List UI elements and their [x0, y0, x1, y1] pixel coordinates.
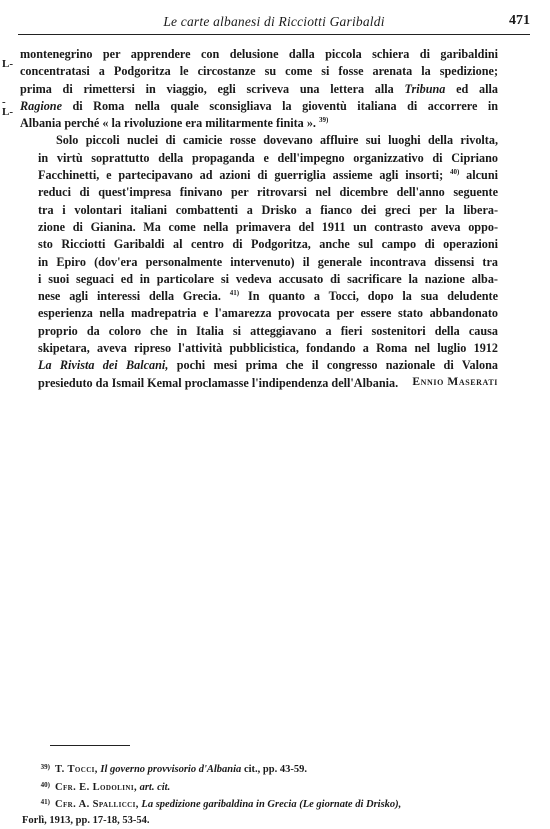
- text-line: esperienza nella madrepatria e l'amarezza provocata per essere stato abbandonato: [38, 306, 498, 321]
- footnote-rule: [50, 745, 130, 746]
- paragraph-1: [20, 46, 498, 132]
- text-line: Solo piccoli nuclei di camicie rosse dovevano affluire sui luoghi della rivolta,: [56, 133, 498, 148]
- margin-mark: L-: [2, 58, 13, 70]
- rivista-title: La Rivista dei Balcani,: [38, 358, 169, 373]
- text-line: i suoi seguaci ed in particolare si vedeva accusato di sacrificare la nazione alba-: [38, 271, 498, 286]
- text-line: reduci di quest'impresa finivano per ritrovarsi nel dicembre dell'anno seguente: [38, 185, 498, 200]
- text-line: sto Ricciotti Garibaldi al centro di Podgoritza, anche sul campo di operazioni: [38, 237, 498, 252]
- text-line: in virtù soprattutto della propaganda e dell'impegno organizzativo di Cipriano: [38, 150, 498, 165]
- footnote-39: 39) T. Tocci, Il governo provvisorio d'Albania cit., pp. 43-59.: [40, 763, 307, 775]
- text-line: tra i volontari italiani combattenti a Drisko a fianco dei greci per la libera-: [38, 202, 498, 217]
- text-line: presieduto da Ismail Kemal proclamasse l'indipendenza dell'Albania.: [38, 375, 399, 390]
- author-signature: Ennio Maserati: [412, 376, 498, 388]
- tribuna-title: Tribuna: [404, 81, 446, 96]
- footnote-ref: 39): [319, 116, 329, 125]
- text-line: La Rivista dei Balcani, pochi mesi prima che il congresso nazionale di Valona: [38, 358, 498, 373]
- footnotes: [22, 760, 500, 828]
- running-title: Le carte albanesi di Ricciotti Garibaldi: [163, 14, 385, 29]
- text-line: zione di Gianina. Ma come nella primavera del 1911 un contrasto aveva oppo-: [38, 219, 498, 234]
- text-line: skipetara, aveva ripreso l'attività pubblicistica, fondando a Roma nel luglio 1912: [38, 341, 498, 356]
- paragraph-2: [20, 132, 498, 391]
- text-line: prima di rimettersi in viaggio, egli scriveva una lettera alla Tribuna ed alla: [20, 81, 499, 96]
- text-line: nese agli interessi della Grecia. $^{41)}$ In quanto a Tocci, dopo la sua deludente: [38, 289, 499, 304]
- text-line: Albania perché « la rivoluzione era militarmente finita ». $^{39)}$: [20, 116, 329, 131]
- margin-mark: -: [2, 96, 6, 108]
- ragione-title: Ragione: [20, 98, 62, 113]
- text-line: Facchinetti, e partecipavano ad azioni di guerriglia assieme agli insorti; $^{40)}$ alcuni: [38, 168, 499, 183]
- footnote-40: 40) Cfr. E. Lodolini, art. cit.: [40, 780, 171, 793]
- margin-mark: L-: [2, 106, 13, 118]
- text-line: Ragione di Roma nella quale sconsigliava la gioventù italiana di accorrere in: [20, 98, 499, 113]
- footnote-41: 41) Cfr. A. Spallicci, La spedizione garibaldina in Grecia (Le giornate di Drisko),: [40, 798, 402, 810]
- running-head: [18, 12, 530, 35]
- text-line: proprio da coloro che in Italia si atteggiavano a fieri sostenitori della causa: [38, 323, 498, 338]
- body-text: [20, 46, 498, 392]
- text-line: concentratasi a Podgoritza le circostanze su come si fosse arenata la spedizione;: [20, 64, 498, 79]
- footnote-ref: 41): [229, 289, 240, 298]
- text-line: in Epiro (dov'era personalmente intervenuto) il generale incontrava dissensi tra: [38, 254, 498, 269]
- footnote-41-continuation: Forlì, 1913, pp. 17-18, 53-54.: [22, 814, 150, 826]
- footnote-ref: 40): [449, 168, 460, 177]
- page-number: 471: [509, 13, 530, 28]
- text-line: montenegrino per apprendere con delusione dalla piccola schiera di garibaldini: [20, 47, 498, 61]
